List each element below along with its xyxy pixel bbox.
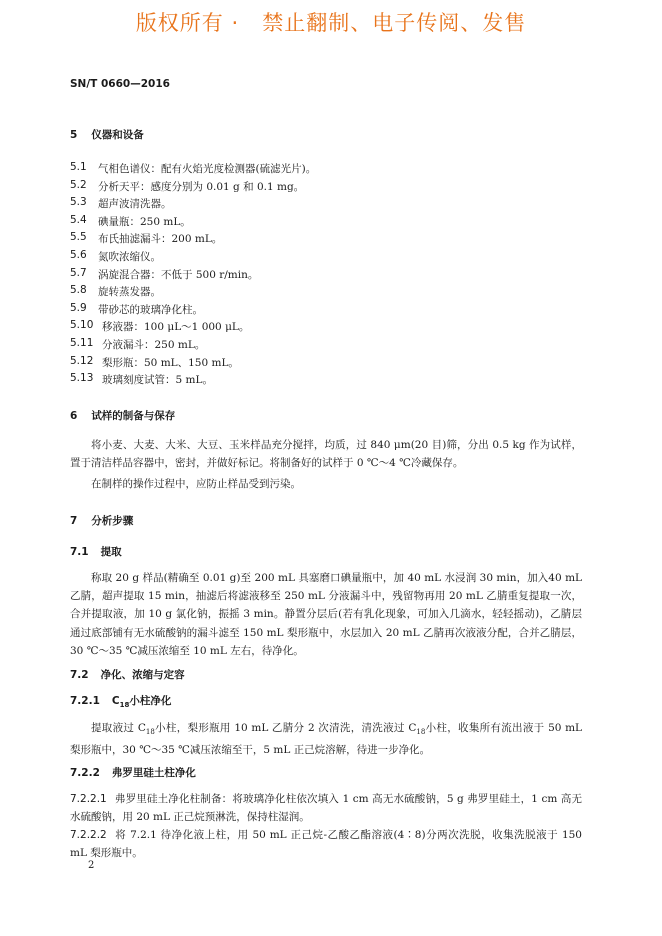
item-7-2-2-1-number: 7.2.2.1: [70, 793, 107, 805]
section-7-title: 分析步骤: [91, 515, 134, 527]
section-6-heading: [70, 408, 175, 423]
section-7-heading: [70, 513, 133, 528]
section-7-number: 7: [70, 515, 78, 527]
list-item-number: 5.5: [70, 231, 87, 244]
list-item-number: 5.8: [70, 284, 87, 297]
list-item-text: 旋转蒸发器。: [98, 286, 161, 299]
section-6-number: 6: [70, 410, 78, 422]
sample-preparation-paragraph: 将小麦、大麦、大米、大豆、玉米样品充分搅拌，均质，过 840 μm(20 目)筛，分出 0.5 kg 作为试样，置于清洁样品容器中，密封，并做好标记。将制备好的试样于 0 ℃～4 ℃冷藏保存。: [70, 439, 582, 470]
list-item-number: 5.7: [70, 266, 87, 279]
section-5-title: 仪器和设备: [91, 129, 144, 141]
section-7-1-number: 7.1: [70, 546, 89, 558]
section-7-2-number: 7.2: [70, 669, 89, 681]
list-item-text: 玻璃刻度试管：5 mL。: [102, 374, 213, 387]
c18-label: C: [111, 695, 120, 707]
list-item-number: 5.13: [70, 372, 94, 385]
list-item-text: 气相色谱仪：配有火焰光度检测器(硫滤光片)。: [98, 163, 317, 175]
item-7-2-2-1-text: 弗罗里硅土净化柱制备：将玻璃净化柱依次填入 1 cm 高无水硫酸钠，5 g 弗罗里硅土，1 cm 高无水硫酸钠，用 20 mL 正己烷预淋洗，保持柱湿润。: [70, 793, 582, 824]
contamination-note-paragraph: 在制样的操作过程中，应防止样品受到污染。: [91, 478, 301, 490]
florisil-column-elution: [70, 826, 582, 862]
c18-para-part-3: 小柱，收集所有流出液于 50 mL 梨形瓶中，30 ℃～35 ℃减压浓缩至干，5 mL 正己烷溶解，待进一步净化。: [70, 722, 583, 757]
list-item-number: 5.2: [70, 178, 87, 191]
section-7-2-1-heading: [70, 693, 171, 709]
c18-subscript-2: 18: [416, 728, 426, 737]
item-7-2-2-2-number: 7.2.2.2: [70, 829, 107, 841]
section-7-2-2-title: 弗罗里硅土柱净化: [111, 767, 196, 779]
c18-subscript-1: 18: [145, 728, 155, 737]
list-item-text: 移液器：100 μL～1 000 μL。: [102, 321, 250, 334]
list-item-number: 5.6: [70, 249, 87, 261]
list-item-text: 分析天平：感度分别为 0.01 g 和 0.1 mg。: [98, 180, 305, 193]
document-code: SN/T 0660—2016: [70, 78, 170, 90]
list-item-number: 5.4: [70, 213, 87, 226]
section-7-2-1-title: 小柱净化: [129, 695, 172, 707]
list-item-text: 分液漏斗：250 mL。: [102, 339, 206, 351]
section-7-2-title: 净化、浓缩与定容: [100, 669, 185, 681]
section-7-2-1-number: 7.2.1: [70, 695, 100, 707]
list-item-number: 5.12: [70, 354, 94, 367]
florisil-column-preparation: [70, 790, 582, 826]
page-number: 2: [88, 860, 95, 871]
item-7-2-2-2-text: 将 7.2.1 待净化液上柱，用 50 mL 正己烷-乙酸乙酯溶液(4∶8)分两次洗脱，收集洗脱液于 150 mL 梨形瓶中。: [70, 829, 582, 860]
section-7-1-title: 提取: [100, 546, 122, 558]
list-item-text: 带砂芯的玻璃净化柱。: [98, 303, 203, 316]
c18-para-part-2: 小柱，梨形瓶用 10 mL 乙腈分 2 次清洗，清洗液过 C: [154, 722, 417, 734]
list-item-number: 5.11: [70, 337, 94, 349]
list-item-number: 5.10: [70, 319, 94, 332]
c18-subscript: 18: [119, 701, 130, 710]
list-item-text: 碘量瓶：250 mL。: [98, 215, 191, 228]
section-6-title: 试样的制备与保存: [91, 410, 176, 422]
section-5-number: 5: [70, 129, 78, 141]
section-7-1-heading: [70, 544, 122, 559]
list-item-text: 梨形瓶：50 mL、150 mL。: [102, 356, 239, 369]
c18-para-part-1: 提取液过 C: [91, 722, 146, 734]
section-7-2-heading: [70, 667, 185, 682]
list-item-number: 5.9: [70, 301, 87, 314]
list-item-text: 氮吹浓缩仪。: [98, 251, 161, 263]
list-item-number: 5.1: [70, 161, 87, 173]
list-item-number: 5.3: [70, 196, 87, 209]
section-7-2-2-heading: [70, 765, 196, 780]
list-item-text: 涡旋混合器：不低于 500 r/min。: [98, 268, 259, 281]
watermark-text: 版权所有 · 禁止翻制、电子传阅、发售: [135, 11, 527, 35]
list-item-text: 布氏抽滤漏斗：200 mL。: [98, 233, 223, 246]
list-item-text: 超声波清洗器。: [98, 198, 172, 211]
extraction-paragraph: 称取 20 g 样品(精确至 0.01 g)至 200 mL 具塞磨口碘量瓶中，加 40 mL 水浸润 30 min，加入40 mL 乙腈，超声提取 15 min，抽滤后将滤液移至 250 mL 分液漏斗中，残留物再用 20 mL 乙腈重复提取一次，合并提取液，加 10 g 氯化钠，振摇 3 min。静置分层后(若有乳化现象，可加入几滴水，轻轻摇动)，乙腈层通过底部铺有无水硫酸钠的漏斗滤至 150 mL 梨形瓶中，水层加入 20 mL 乙腈再次液液分配，合并乙腈层，30 ℃～35 ℃减压浓缩至 10 mL 左右，待净化。: [70, 572, 582, 657]
section-5-heading: [70, 127, 144, 142]
c18-cleanup-paragraph: [70, 719, 582, 760]
section-7-2-2-number: 7.2.2: [70, 767, 100, 779]
